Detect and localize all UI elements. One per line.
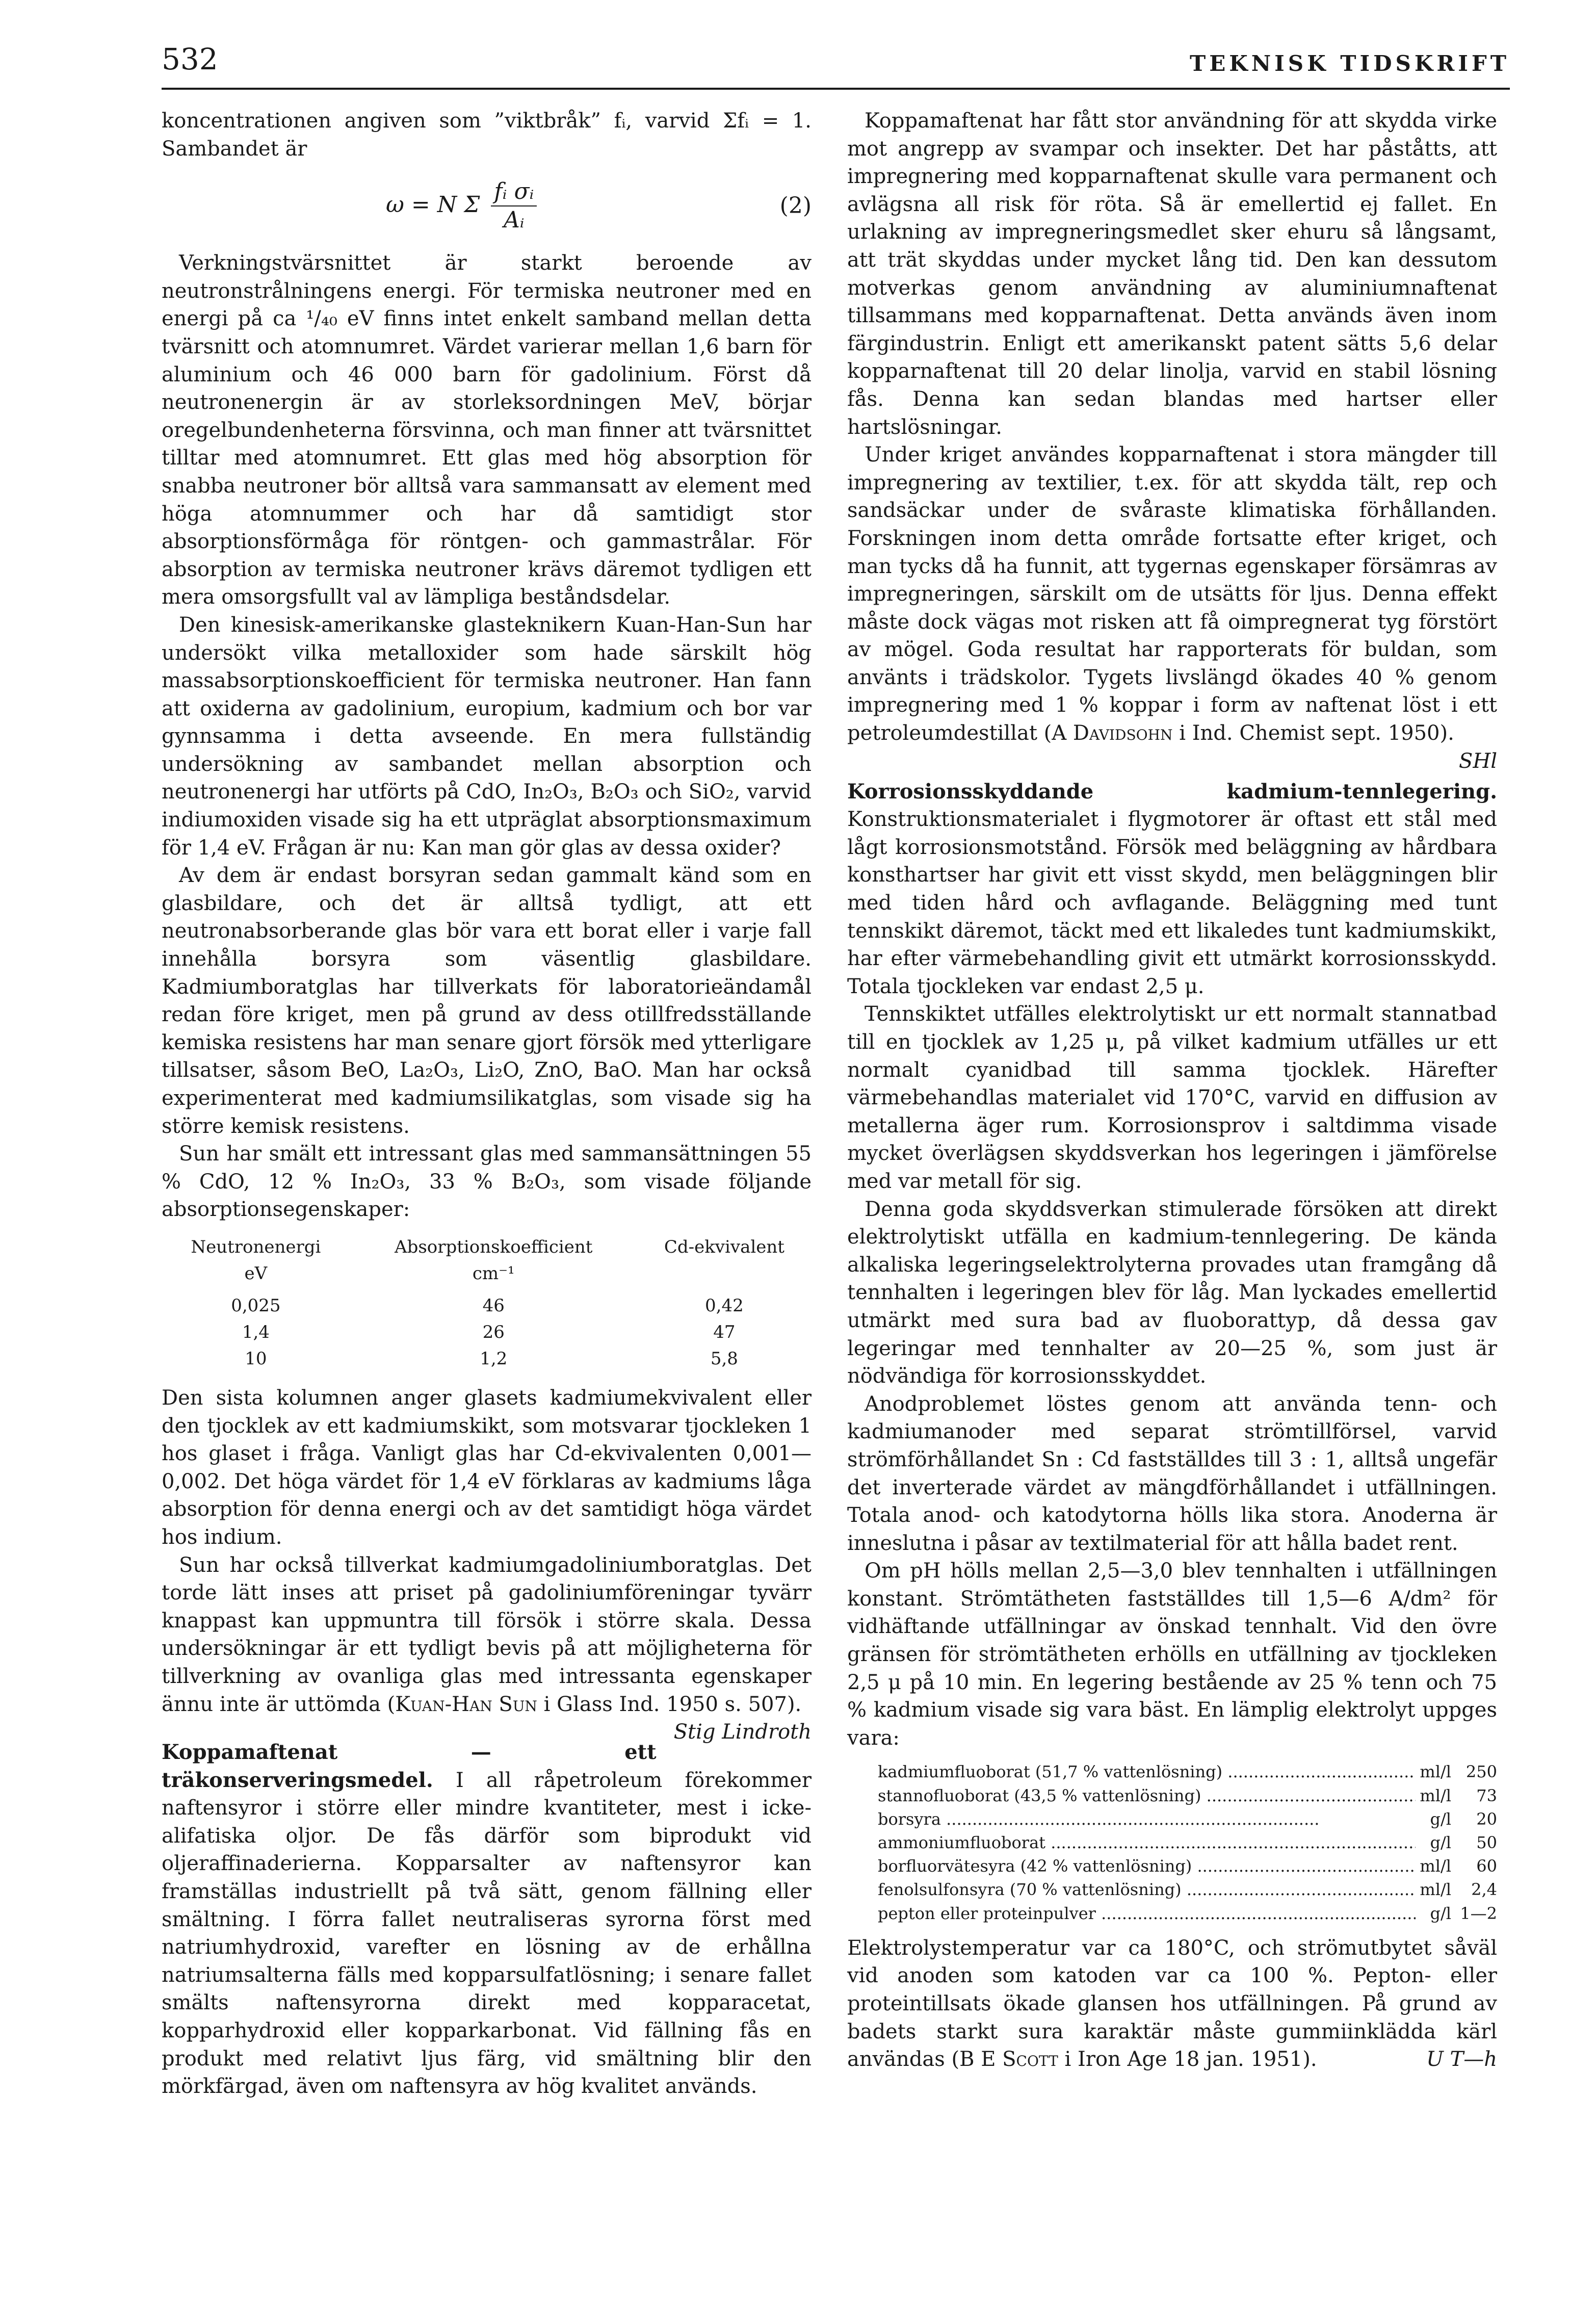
reference-tail: i Iron Age 18 jan. 1951). — [1058, 2048, 1317, 2071]
table-header: Neutronenergi — [191, 1236, 321, 1257]
paragraph: Anodproblemet löstes genom att använda tenn- och kadmiumanoder med separat strömtillförsel, varvid strömförhållandet Sn : Cd fastställdes till 3 : 1, alltså ungefär det inverterade värdet av mängdförhållandet i utfällningen. Totala anod- och katodytorna hölls lika stora. Anoderna är inneslutna i påsar av textilmaterial för att hålla badet rent. — [847, 1392, 1497, 1555]
recipe-row — [878, 1784, 1497, 1807]
paragraph-text: Under kriget användes kopparnaftenat i stora mängder till impregnering av textilier, t.ex. för att skydda tält, rep och sandsäckar under de svåraste klimatiska förhållanden. Forskningen inom detta område fortsatte efter kriget, och man tycks då ha funnit, att tygernas egenskaper försämras av impregneringen, särskilt om de utsätts för ljus. Denna effekt måste dock vägas mot risken att få oimpregnerat tyg förstört av mögel. Goda resultat har rapporterats för buldan, som använts i trädskolor. Tygets livslängd ökades 40 % genom impregnering med 1 % koppar i form av naftenat löst i ett petroleumdestillat (A — [847, 443, 1497, 745]
recipe-name: borsyra ..... — [878, 1807, 1416, 1831]
reference-author: Kuan-Han Sun — [395, 1692, 537, 1716]
paragraph-text: Elektrolystemperatur var ca 180°C, och strömutbytet såväl vid anoden som katoden var ca 100 %. Pepton- eller proteintillsats ökade glansen hos utfällningen. På grund av badets starkt sura karaktär måste gummiinklädda kärl användas (B E — [847, 1936, 1497, 2071]
recipe-unit: ml/l — [1420, 1762, 1451, 1782]
table-row — [162, 1287, 812, 1319]
table-unit: cm⁻¹ — [472, 1263, 515, 1284]
table-cell: 0,025 — [231, 1295, 281, 1316]
table-unit: eV — [244, 1263, 268, 1284]
recipe-name: ammoniumfluoborat ..... — [878, 1831, 1416, 1854]
recipe-value: 250 — [1466, 1762, 1497, 1782]
table-cell: 46 — [482, 1295, 505, 1316]
page-header — [162, 42, 1510, 90]
reference-tail: i Glass Ind. 1950 s. 507). — [537, 1692, 802, 1716]
equation-denominator: Aᵢ — [504, 207, 525, 234]
recipe-value: 1—2 — [1460, 1903, 1497, 1923]
paragraph: Den kinesisk-amerikanske glasteknikern Kuan-Han-Sun har undersökt vilka metalloxider som hade särskilt hög massabsorptionskoefficient för termiska neutroner. Han fann att oxiderna av gadolinium, europium, kadmium och bor var gynnsamma i detta avseende. En mera fullständig undersökning av sambandet mellan absorption och neutronenergi har utförts på CdO, In₂O₃, B₂O₃ och SiO₂, varvid indiumoxiden visade sig ha ett utpräglat absorptionsmaximum för 1,4 eV. Frågan är nu: Kan man gör glas av dessa oxider? — [162, 613, 812, 860]
recipe-name: fenolsulfonsyra (70 % vattenlösning) ..... — [878, 1878, 1416, 1901]
left-column — [162, 107, 812, 2101]
paragraph: koncentrationen angiven som ”viktbråk” fᵢ, varvid Σfᵢ = 1. Sambandet är — [162, 109, 812, 161]
table-cell: 1,2 — [480, 1348, 508, 1369]
recipe-row — [878, 1854, 1497, 1878]
recipe-row — [878, 1902, 1497, 1925]
recipe-unit: g/l — [1430, 1903, 1451, 1923]
reference-author: Davidsohn — [1072, 721, 1173, 745]
absorption-table — [162, 1234, 812, 1372]
table-header: Cd-ekvivalent — [664, 1236, 784, 1257]
article-author: U T—h — [1426, 2048, 1497, 2071]
recipe-row — [878, 1807, 1497, 1831]
table-header: Absorptionskoefficient — [395, 1236, 593, 1257]
equation-numerator: fᵢ σᵢ — [491, 178, 537, 207]
paragraph — [847, 778, 1497, 1001]
reference-tail: i Ind. Chemist sept. 1950). — [1172, 721, 1454, 745]
table-cell: 10 — [245, 1348, 267, 1369]
recipe-row — [878, 1831, 1497, 1854]
table-cell: 1,4 — [242, 1322, 270, 1342]
recipe-row — [878, 1878, 1497, 1901]
recipe-name: kadmiumfluoborat (51,7 % vattenlösning) ..... — [878, 1760, 1416, 1783]
recipe-name: pepton eller proteinpulver ..... — [878, 1902, 1416, 1925]
equation — [162, 163, 812, 249]
recipe-name: stannofluoborat (43,5 % vattenlösning) ..... — [878, 1784, 1416, 1807]
article-headline: Korrosionsskyddande kadmium-tennlegering. — [847, 779, 1497, 804]
recipe-value: 50 — [1476, 1833, 1497, 1853]
paragraph — [162, 1551, 812, 1744]
recipe-name: borfluorvätesyra (42 % vattenlösning) ..... — [878, 1854, 1416, 1878]
paragraph: Om pH hölls mellan 2,5—3,0 blev tennhalten i utfällningen konstant. Strömtätheten fastställdes till 1,5—6 A/dm² för vidhäftande utfällningar av önskad tennhalt. Vid den övre gränsen för strömtätheten erhölls en utfällning av tjockleken 2,5 μ på 10 min. En legering bestående av 25 % tenn och 75 % kadmium visade sig vara bäst. En lämplig elektrolyt uppges vara: — [847, 1559, 1497, 1750]
paragraph — [847, 441, 1497, 773]
paragraph: Koppamaftenat har fått stor användning för att skydda virke mot angrepp av svampar och insekter. Det har påståtts, att impregnering med kopparnaftenat skulle vara permanent och avlägsna all risk för röta. Så är emellertid ej fallet. En urlakning av impregneringsmedlet sker ehuru så långsamt, att trät skyddas under mycket lång tid. Den kan dessutom motverkas genom användning av aluminiumnaftenat tillsammans med kopparnaftenat. Detta används även inom färgindustrin. Enligt ett amerikanskt patent sätts 5,6 delar kopparnaftenat till 20 delar linolja, varvid en stabil lösning fås. Denna kan sedan blandas med hartser eller hartslösningar. — [847, 109, 1497, 439]
right-column — [847, 107, 1497, 2074]
table-cell: 0,42 — [705, 1295, 744, 1316]
recipe-value: 60 — [1476, 1856, 1497, 1876]
journal-title: TEKNISK TIDSKRIFT — [1189, 51, 1510, 76]
article-headline: Koppamaftenat — ett träkonserveringsmedel. — [162, 1740, 657, 1792]
paragraph — [847, 1934, 1497, 2074]
paragraph-text: Konstruktionsmaterialet i flygmotorer är oftast ett stål med lågt korrosionsmotstånd. Försök med beläggning av hårdbara konsthartser har givit ett visst skydd, men beläggningen blir med tiden hård och avflagande. Beläggning med tunt tennskikt däremot, täckt med ett likaledes tunt kadmiumskikt, har efter värmebehandling givit ett utmärkt korrosionsskydd. Totala tjockleken var endast 2,5 μ. — [847, 808, 1497, 998]
paragraph: Tennskiktet utfälles elektrolytiskt ur ett normalt stannatbad till en tjocklek av 1,25 μ, på vilket kadmium utfälles ur ett normalt cyanidbad till samma tjocklek. Härefter värmebehandlas materialet vid 170°C, varvid en diffusion av metallerna äger rum. Korrosionsprov i saltdimma visade mycket överlägsen skyddsverkan hos legeringen i jämförelse med var metall för sig. — [847, 1002, 1497, 1193]
recipe-value: 20 — [1476, 1809, 1497, 1829]
paragraph — [162, 1739, 812, 2101]
electrolyte-recipe — [878, 1760, 1497, 1925]
recipe-value: 73 — [1476, 1785, 1497, 1805]
paragraph: Denna goda skyddsverkan stimulerade försöken att direkt elektrolytiskt utfälla en kadmium-tennlegering. De kända alkaliska legeringselektrolyterna provades utan framgång då tennhalten i legeringen blev för låg. Man lyckades emellertid utmärkt med sura bad av fluoborattyp, då dessa gav legeringar med tennhalter av 20—25 %, som just är nödvändiga för korrosionsskyddet. — [847, 1197, 1497, 1388]
paragraph: Verkningstvärsnittet är starkt beroende av neutronstrålningens energi. För termiska neutroner med en energi på ca ¹/₄₀ eV finns intet enkelt samband mellan detta tvärsnitt och atomnumret. Värdet varierar mellan 1,6 barn för aluminium och 46 000 barn för gadolinium. Först då neutronenergin är av storleksordningen MeV, börjar oregelbundenheterna försvinna, och man finner att tvärsnittet tilltar med atomnumret. Ett glas med hög absorption för snabba neutroner bör alltså vara sammansatt av element med höga atomnummer och har då samtidigt stor absorptionsförmåga för röntgen- och gammastrålar. För absorption av termiska neutroner krävs däremot tydligen ett mera omsorgsfullt val av lämpliga beståndsdelar. — [162, 251, 812, 609]
article-author: SHl — [1458, 749, 1497, 773]
paragraph-text: Sun har också tillverkat kadmiumgadoliniumboratglas. Det torde lätt inses att priset på gadoliniumföreningar tyvärr knappast kan uppmuntra till försök i större skala. Dessa undersökningar är ett tydligt bevis på att möjligheterna för tillverkning av ovanliga glas med intressanta egenskaper ännu inte är uttömda ( — [162, 1553, 812, 1716]
table-cell: 5,8 — [710, 1348, 738, 1369]
recipe-unit: ml/l — [1420, 1785, 1451, 1805]
table-unit — [637, 1260, 812, 1287]
recipe-row — [878, 1760, 1497, 1783]
equation-number: (2) — [779, 192, 812, 219]
article-author: Stig Lindroth — [673, 1720, 812, 1744]
table-row — [162, 1319, 812, 1345]
paragraph-text: I all råpetroleum förekommer naftensyror i större eller mindre kvantiteter, mest i icke-alifatiska oljor. De fås därför som biprodukt vid oljeraffinaderierna. Kopparsalter av naftensyror kan framställas industriellt på två sätt, genom fällning eller smältning. I förra fallet neutraliseras syrorna först med natriumhydroxid, varefter en lösning av de erhållna natriumsalterna fälls med kopparsulfatlösning; i senare fallet smälts naftensyrorna direkt med kopparacetat, kopparhydroxid eller kopparkarbonat. Vid fällning fås en produkt med relativt ljus färg, vid smältning blir den mörkfärgad, även om naftensyra av hög kvalitet används. — [162, 1768, 812, 2099]
paragraph: Av dem är endast borsyran sedan gammalt känd som en glasbildare, och det är alltså tydligt, att ett neutronabsorberande glas bör vara ett borat eller i varje fall innehålla borsyra som väsentlig glasbildare. Kadmiumboratglas har tillverkats för laboratorieändamål redan före kriget, men på grund av dess otillfredsställande kemiska resistens har man senare gjort försök med ytterligare tillsatser, såsom BeO, La₂O₃, Li₂O, ZnO, BaO. Man har också experimenterat med kadmiumsilikatglas, som visade sig ha större kemisk resistens. — [162, 864, 812, 1138]
recipe-unit: ml/l — [1420, 1856, 1451, 1876]
recipe-value: 2,4 — [1471, 1880, 1497, 1900]
equation-lhs: ω = N Σ — [386, 191, 480, 218]
page-number: 532 — [162, 42, 218, 76]
equation-fraction — [491, 178, 537, 235]
paragraph: Sun har smält ett intressant glas med sammansättningen 55 % CdO, 12 % In₂O₃, 33 % B₂O₃, som visade följande absorptionsegenskaper: — [162, 1142, 812, 1222]
recipe-unit: g/l — [1430, 1833, 1451, 1853]
table-cell: 47 — [713, 1322, 736, 1342]
recipe-unit: g/l — [1430, 1809, 1451, 1829]
table-row — [162, 1345, 812, 1372]
recipe-unit: ml/l — [1420, 1880, 1451, 1900]
paragraph: Den sista kolumnen anger glasets kadmiumekvivalent eller den tjocklek av ett kadmiumskikt, som motsvarar tjockleken 1 hos glaset i fråga. Vanligt glas har Cd-ekvivalenten 0,001—0,002. Det höga värdet för 1,4 eV förklaras av kadmiums låga absorption för denna energi och av det samtidigt höga värdet hos indium. — [162, 1386, 812, 1549]
reference-author: Scott — [1002, 2048, 1058, 2071]
table-cell: 26 — [482, 1322, 505, 1342]
